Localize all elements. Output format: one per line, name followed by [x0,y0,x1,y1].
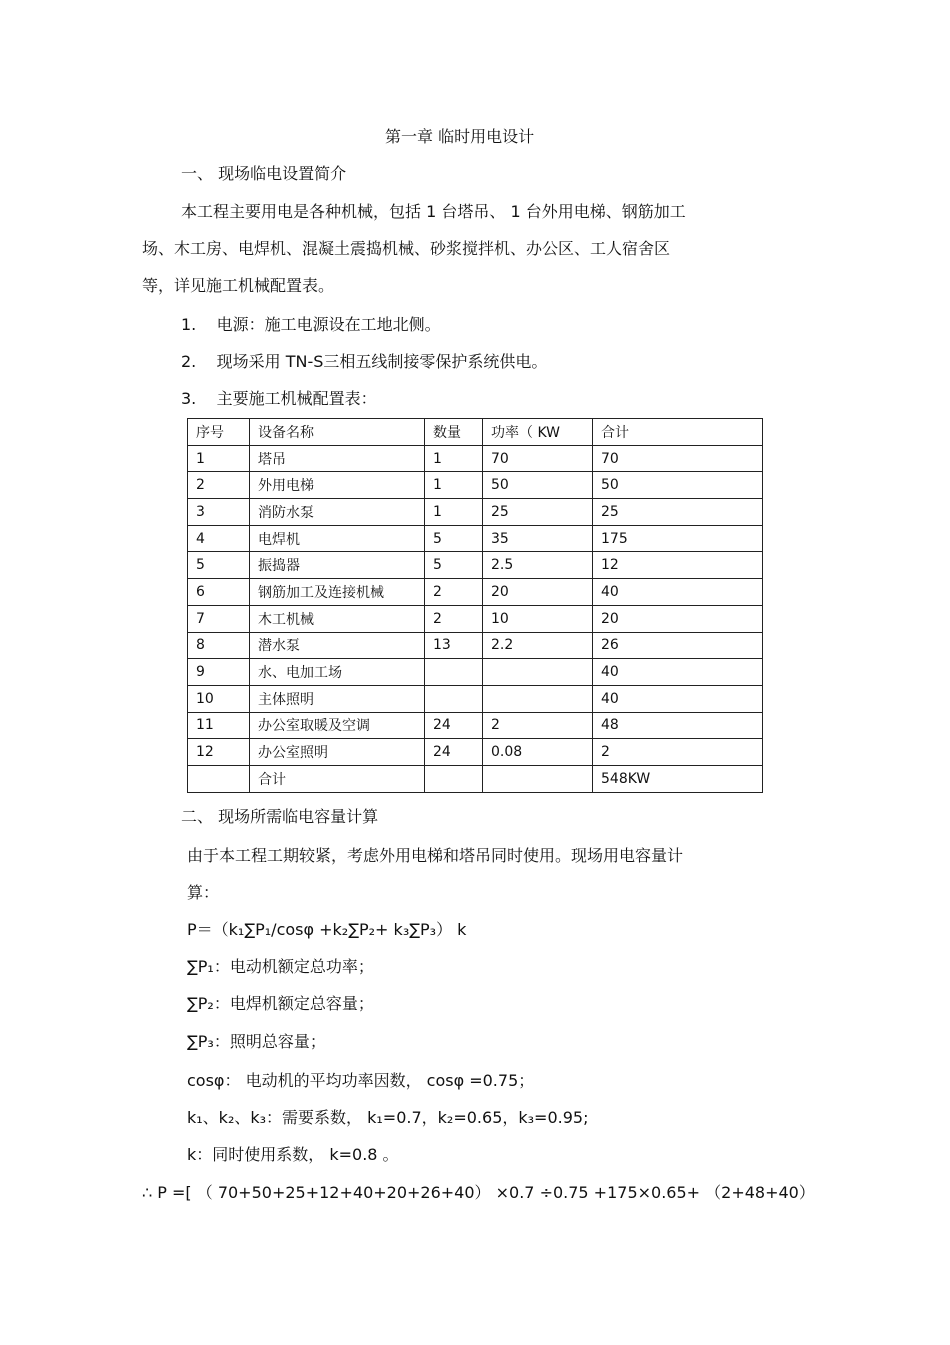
equipment-table [187,418,763,793]
table-cell: 9 [188,659,250,686]
table-row [188,659,763,686]
table-cell: 10 [483,605,593,632]
table-row [188,605,763,632]
table-cell: 5 [425,552,483,579]
table-cell: 50 [483,472,593,499]
table-cell: 40 [593,659,763,686]
table-header-cell: 数量 [425,419,483,446]
table-cell: 10 [188,685,250,712]
table-cell: 2 [593,739,763,766]
table-cell [483,765,593,792]
table-row [188,632,763,659]
table-cell: 25 [593,499,763,526]
table-cell: 12 [593,552,763,579]
table-row [188,712,763,739]
table-cell: 办公室照明 [250,739,425,766]
table-cell: 5 [425,525,483,552]
table-cell: 2 [425,579,483,606]
list-item-number: 3. [181,389,197,408]
list-item-text: 现场采用 TN-S三相五线制接零保护系统供电。 [216,352,548,371]
table-header-cell: 序号 [188,419,250,446]
table-cell: 1 [425,445,483,472]
table-cell: 24 [425,712,483,739]
table-cell: 电焊机 [250,525,425,552]
table-cell: 振捣器 [250,552,425,579]
table-cell: 5 [188,552,250,579]
definition-line: ∑P₃：照明总容量； [187,1032,326,1051]
section-heading-1: 一、 现场临电设置简介 [181,164,347,183]
table-cell: 0.08 [483,739,593,766]
table-cell [188,765,250,792]
table-cell: 水、电加工场 [250,659,425,686]
table-cell: 4 [188,525,250,552]
table-cell: 50 [593,472,763,499]
list-item [181,352,547,372]
paragraph-line: 本工程主要用电是各种机械，包括 1 台塔吊、 1 台外用电梯、钢筋加工 [181,202,686,221]
list-item-text: 电源：施工电源设在工地北侧。 [216,315,441,334]
table-cell: 2.2 [483,632,593,659]
definition-line: cosφ： 电动机的平均功率因数， cosφ =0.75； [187,1071,535,1090]
table-cell: 548KW [593,765,763,792]
list-item-text: 主要施工机械配置表： [216,389,377,408]
list-item-number: 2. [181,352,197,371]
table-total-row [188,765,763,792]
table-cell: 20 [483,579,593,606]
definition-line: k₁、k₂、k₃：需要系数， k₁=0.7，k₂=0.65，k₃=0.95; [187,1108,589,1127]
table-cell: 20 [593,605,763,632]
paragraph-line: 场、木工房、电焊机、混凝土震捣机械、砂浆搅拌机、办公区、工人宿舍区 [142,239,671,258]
list-item [181,389,377,409]
table-cell: 2 [188,472,250,499]
table-cell: 7 [188,605,250,632]
paragraph-line: 等，详见施工机械配置表。 [142,276,335,295]
list-item [181,315,441,335]
table-cell: 1 [425,472,483,499]
list-item-number: 1. [181,315,197,334]
table-header-cell: 功率（ KW [483,419,593,446]
table-cell: 6 [188,579,250,606]
table-cell [483,659,593,686]
table-cell: 塔吊 [250,445,425,472]
table-cell: 11 [188,712,250,739]
table-cell: 25 [483,499,593,526]
table-cell: 26 [593,632,763,659]
section-heading-2: 二、 现场所需临电容量计算 [181,807,379,826]
table-cell: 24 [425,739,483,766]
table-cell: 1 [188,445,250,472]
table-cell: 潜水泵 [250,632,425,659]
table-cell: 8 [188,632,250,659]
table-cell: 消防水泵 [250,499,425,526]
table-cell: 3 [188,499,250,526]
table-row [188,472,763,499]
calculation-line: ∴ P =[ （ 70+50+25+12+40+20+26+40） ×0.7 ÷0.75 +175×0.65+ （2+48+40） [142,1183,815,1202]
table-cell: 175 [593,525,763,552]
table-cell: 70 [483,445,593,472]
table-cell: 2 [425,605,483,632]
table-cell: 48 [593,712,763,739]
table-cell: 40 [593,685,763,712]
table-row [188,685,763,712]
table-cell [483,685,593,712]
table-header-cell: 设备名称 [250,419,425,446]
table-cell [425,765,483,792]
table-cell: 木工机械 [250,605,425,632]
formula-line: P＝（k₁∑P₁/cosφ +k₂∑P₂+ k₃∑P₃） k [187,920,467,939]
table-cell: 12 [188,739,250,766]
table-cell [425,685,483,712]
table-header-row [188,419,763,446]
table-cell: 35 [483,525,593,552]
paragraph-line: 算： [187,883,220,902]
table-cell: 办公室取暖及空调 [250,712,425,739]
page-title: 第一章 临时用电设计 [385,127,535,146]
definition-line: ∑P₂：电焊机额定总容量； [187,994,374,1013]
table-cell: 外用电梯 [250,472,425,499]
table-cell: 合计 [250,765,425,792]
table-header-cell: 合计 [593,419,763,446]
table-cell: 2.5 [483,552,593,579]
table-cell: 钢筋加工及连接机械 [250,579,425,606]
table-cell: 2 [483,712,593,739]
table-cell: 70 [593,445,763,472]
table-cell: 1 [425,499,483,526]
paragraph-line: 由于本工程工期较紧，考虑外用电梯和塔吊同时使用。现场用电容量计 [187,846,684,865]
table-row [188,552,763,579]
definition-line: ∑P₁：电动机额定总功率； [187,957,374,976]
table-row [188,525,763,552]
table-cell [425,659,483,686]
table-row [188,739,763,766]
table-cell: 40 [593,579,763,606]
table-row [188,499,763,526]
table-cell: 主体照明 [250,685,425,712]
definition-line: k：同时使用系数， k=0.8 。 [187,1145,399,1164]
table-row [188,579,763,606]
table-cell: 13 [425,632,483,659]
table-row [188,445,763,472]
